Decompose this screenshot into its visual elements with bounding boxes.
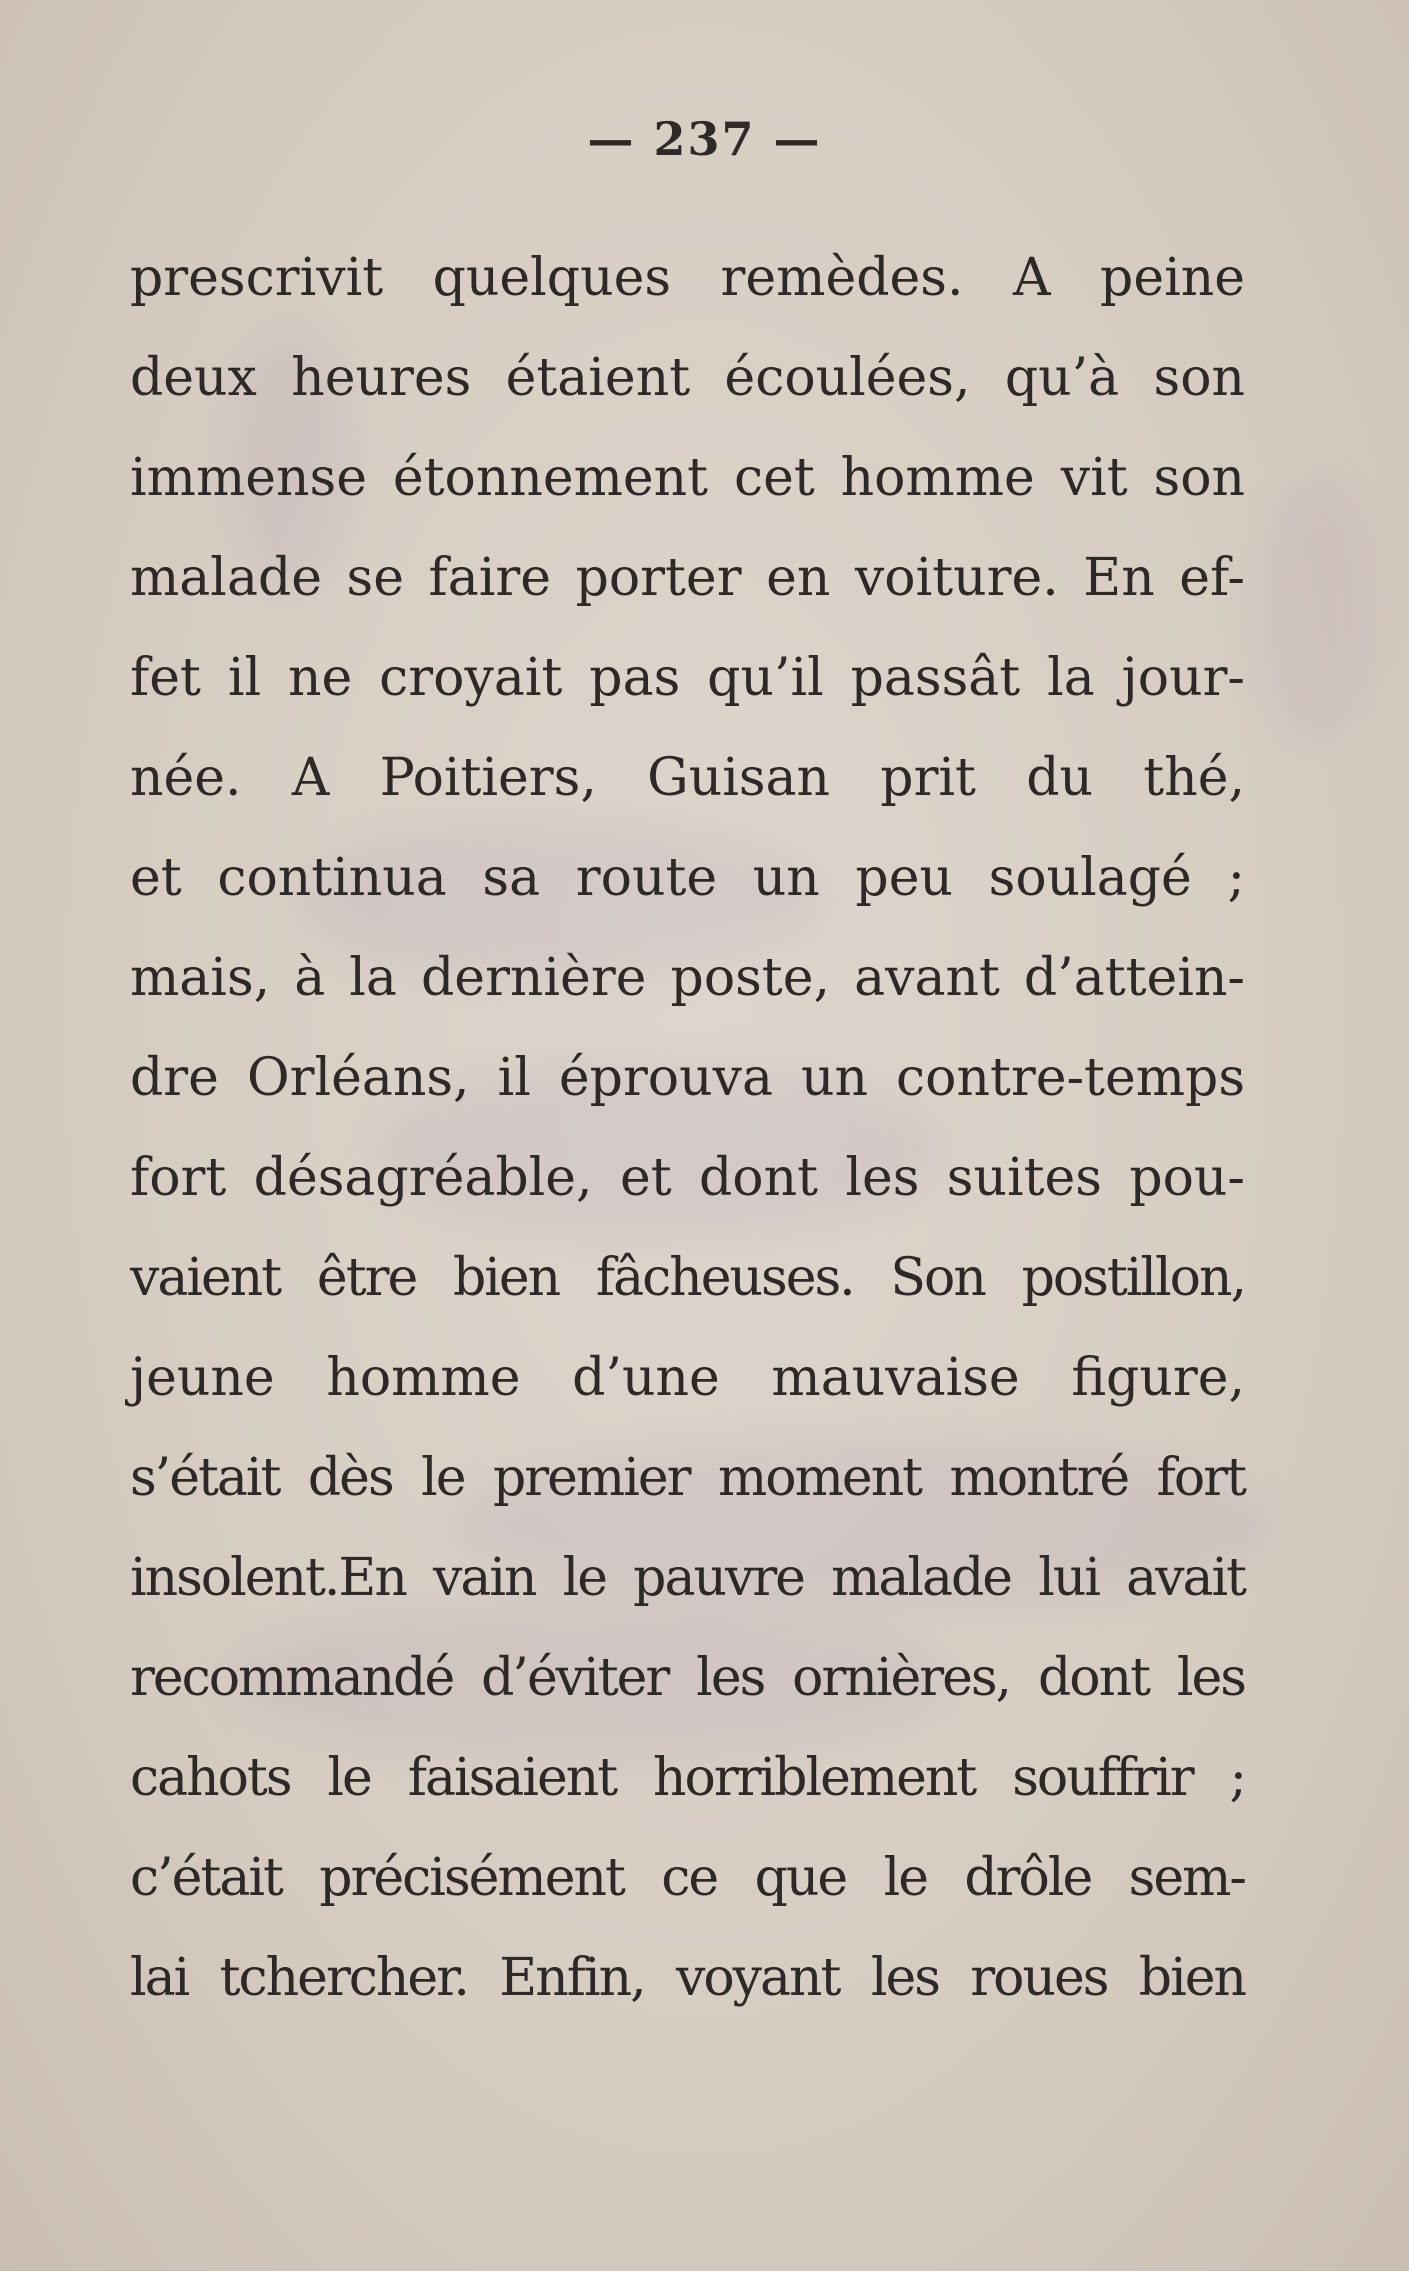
text-line: immense étonnement cet homme vit son — [130, 448, 1245, 508]
text-line: c’était précisément ce que le drôle sem- — [130, 1848, 1245, 1908]
text-line: née. A Poitiers, Guisan prit du thé, — [130, 748, 1245, 808]
text-line: lai tchercher. Enfin, voyant les roues bien — [130, 1948, 1245, 2008]
ink-stain — [1260, 480, 1370, 740]
text-line: cahots le faisaient horriblement souffrir ; — [130, 1748, 1245, 1808]
text-line: fort désagréable, et dont les suites pou- — [130, 1148, 1245, 1208]
text-line: recommandé d’éviter les ornières, dont les — [130, 1648, 1245, 1708]
text-line: deux heures étaient écoulées, qu’à son — [130, 348, 1245, 408]
text-line: vaient être bien fâcheuses. Son postillon, — [130, 1248, 1245, 1308]
text-line: fet il ne croyait pas qu’il passât la jour- — [130, 648, 1245, 708]
text-line: s’était dès le premier moment montré fort — [130, 1448, 1245, 1508]
text-line: jeune homme d’une mauvaise figure, — [130, 1348, 1245, 1408]
text-line: insolent.En vain le pauvre malade lui avait — [130, 1548, 1245, 1608]
page-number: — 237 — — [587, 112, 822, 166]
text-line: et continua sa route un peu soulagé ; — [130, 848, 1245, 908]
text-line: prescrivit quelques remèdes. A peine — [130, 248, 1245, 308]
text-line: dre Orléans, il éprouva un contre-temps — [130, 1048, 1245, 1108]
text-line: malade se faire porter en voiture. En ef- — [130, 548, 1245, 608]
text-line: mais, à la dernière poste, avant d’attein- — [130, 948, 1245, 1008]
body-text — [130, 228, 1245, 2028]
